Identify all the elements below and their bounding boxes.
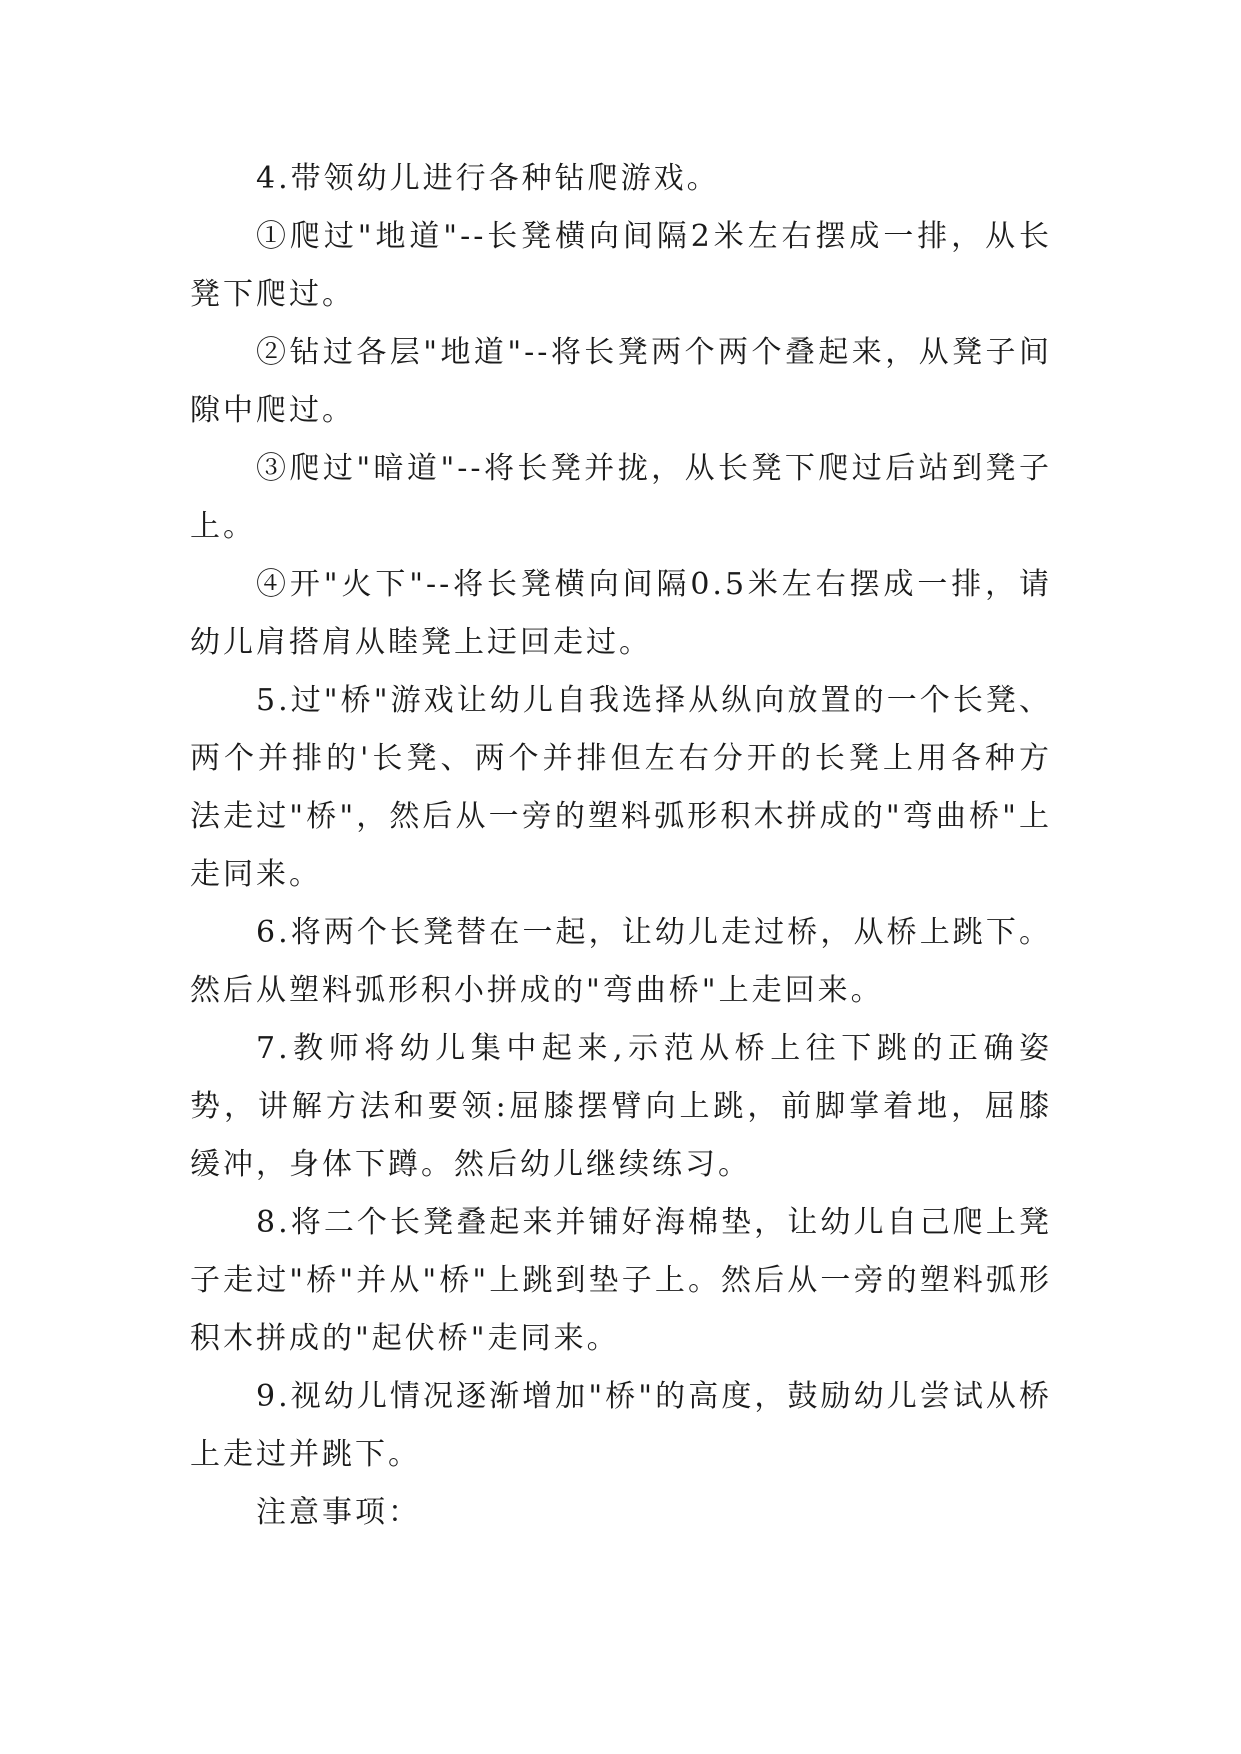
notes-heading: 注意事项： [256,1495,421,1530]
paragraph-substep-3: ③爬过"暗道"--将长凳并拢，从长凳下爬过后站到凳子上。 [190,451,1052,544]
paragraph-step-5: 5.过"桥"游戏让幼儿自我选择从纵向放置的一个长凳、两个并排的'长凳、两个并排但左右分开的长凳上用各种方法走过"桥"，然后从一旁的塑料弧形积木拼成的"弯曲桥"上走同来。 [190,683,1052,892]
paragraph-step-9: 9.视幼儿情况逐渐增加"桥"的高度，鼓励幼儿尝试从桥上走过并跳下。 [190,1379,1052,1472]
paragraph-step-6: 6.将两个长凳替在一起，让幼儿走过桥，从桥上跳下。然后从塑料弧形积小拼成的"弯曲桥"上走回来。 [190,915,1052,1008]
document-body [190,150,1052,1542]
paragraph-substep-2: ②钻过各层"地道"--将长凳两个两个叠起来，从凳子间隙中爬过。 [190,335,1052,428]
paragraph-substep-4: ④开"火下"--将长凳横向间隔0.5米左右摆成一排，请幼儿肩搭肩从睦凳上迂回走过。 [190,567,1052,660]
paragraph-step-8: 8.将二个长凳叠起来并铺好海棉垫，让幼儿自己爬上凳子走过"桥"并从"桥"上跳到垫子上。然后从一旁的塑料弧形积木拼成的"起伏桥"走同来。 [190,1205,1052,1356]
paragraph-step-7: 7.教师将幼儿集中起来,示范从桥上往下跳的正确姿势，讲解方法和要领:屈膝摆臂向上跳，前脚掌着地，屈膝缓冲，身体下蹲。然后幼儿继续练习。 [190,1031,1052,1182]
paragraph-substep-1: ①爬过"地道"--长凳横向间隔2米左右摆成一排，从长凳下爬过。 [190,219,1052,312]
paragraph-step-4: 4.带领幼儿进行各种钻爬游戏。 [256,161,720,196]
